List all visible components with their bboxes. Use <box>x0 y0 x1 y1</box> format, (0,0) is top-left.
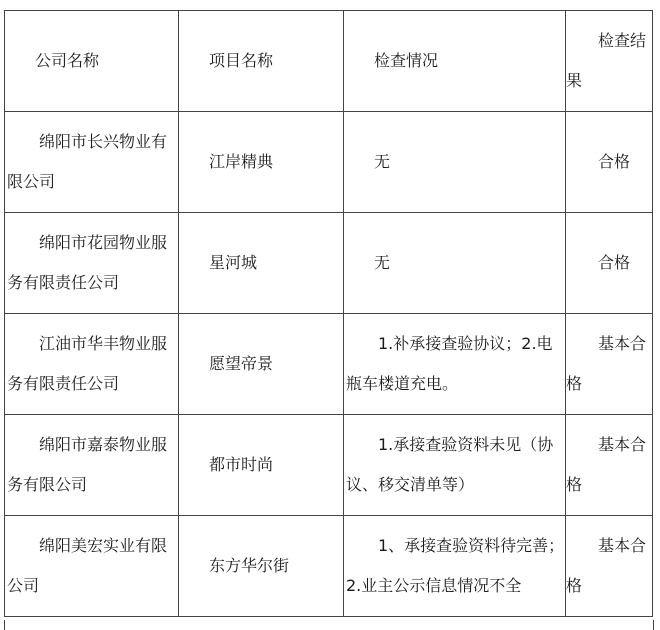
header-result: 检查结果 <box>566 11 653 112</box>
table-continuation <box>4 620 654 630</box>
table-row <box>5 415 653 516</box>
cell-situation: 1、承接查验资料待完善；2.业主公示信息情况不全 <box>344 516 566 617</box>
cell-result: 合格 <box>566 112 653 213</box>
table-row <box>5 112 653 213</box>
table-header-row <box>5 11 653 112</box>
cell-project: 东方华尔街 <box>179 516 344 617</box>
cell-company: 江油市华丰物业服务有限责任公司 <box>5 314 179 415</box>
cell-project: 愿望帝景 <box>179 314 344 415</box>
cell-company: 绵阳美宏实业有限公司 <box>5 516 179 617</box>
table-row <box>5 516 653 617</box>
cell-result: 基本合格 <box>566 314 653 415</box>
cell-situation: 1.补承接查验协议；2.电瓶车楼道充电。 <box>344 314 566 415</box>
cell-project: 江岸精典 <box>179 112 344 213</box>
cell-company: 绵阳市长兴物业有限公司 <box>5 112 179 213</box>
cell-company: 绵阳市嘉泰物业服务有限公司 <box>5 415 179 516</box>
table-row <box>5 213 653 314</box>
cell-project: 星河城 <box>179 213 344 314</box>
cell-situation: 无 <box>344 213 566 314</box>
cell-situation: 1.承接查验资料未见（协议、移交清单等） <box>344 415 566 516</box>
cell-result: 合格 <box>566 213 653 314</box>
cell-project: 都市时尚 <box>179 415 344 516</box>
inspection-table <box>4 10 653 617</box>
cell-company: 绵阳市花园物业服务有限责任公司 <box>5 213 179 314</box>
cell-result: 基本合格 <box>566 415 653 516</box>
header-situation: 检查情况 <box>344 11 566 112</box>
cell-situation: 无 <box>344 112 566 213</box>
table-row <box>5 314 653 415</box>
cell-result: 基本合格 <box>566 516 653 617</box>
header-company: 公司名称 <box>5 11 179 112</box>
header-project: 项目名称 <box>179 11 344 112</box>
